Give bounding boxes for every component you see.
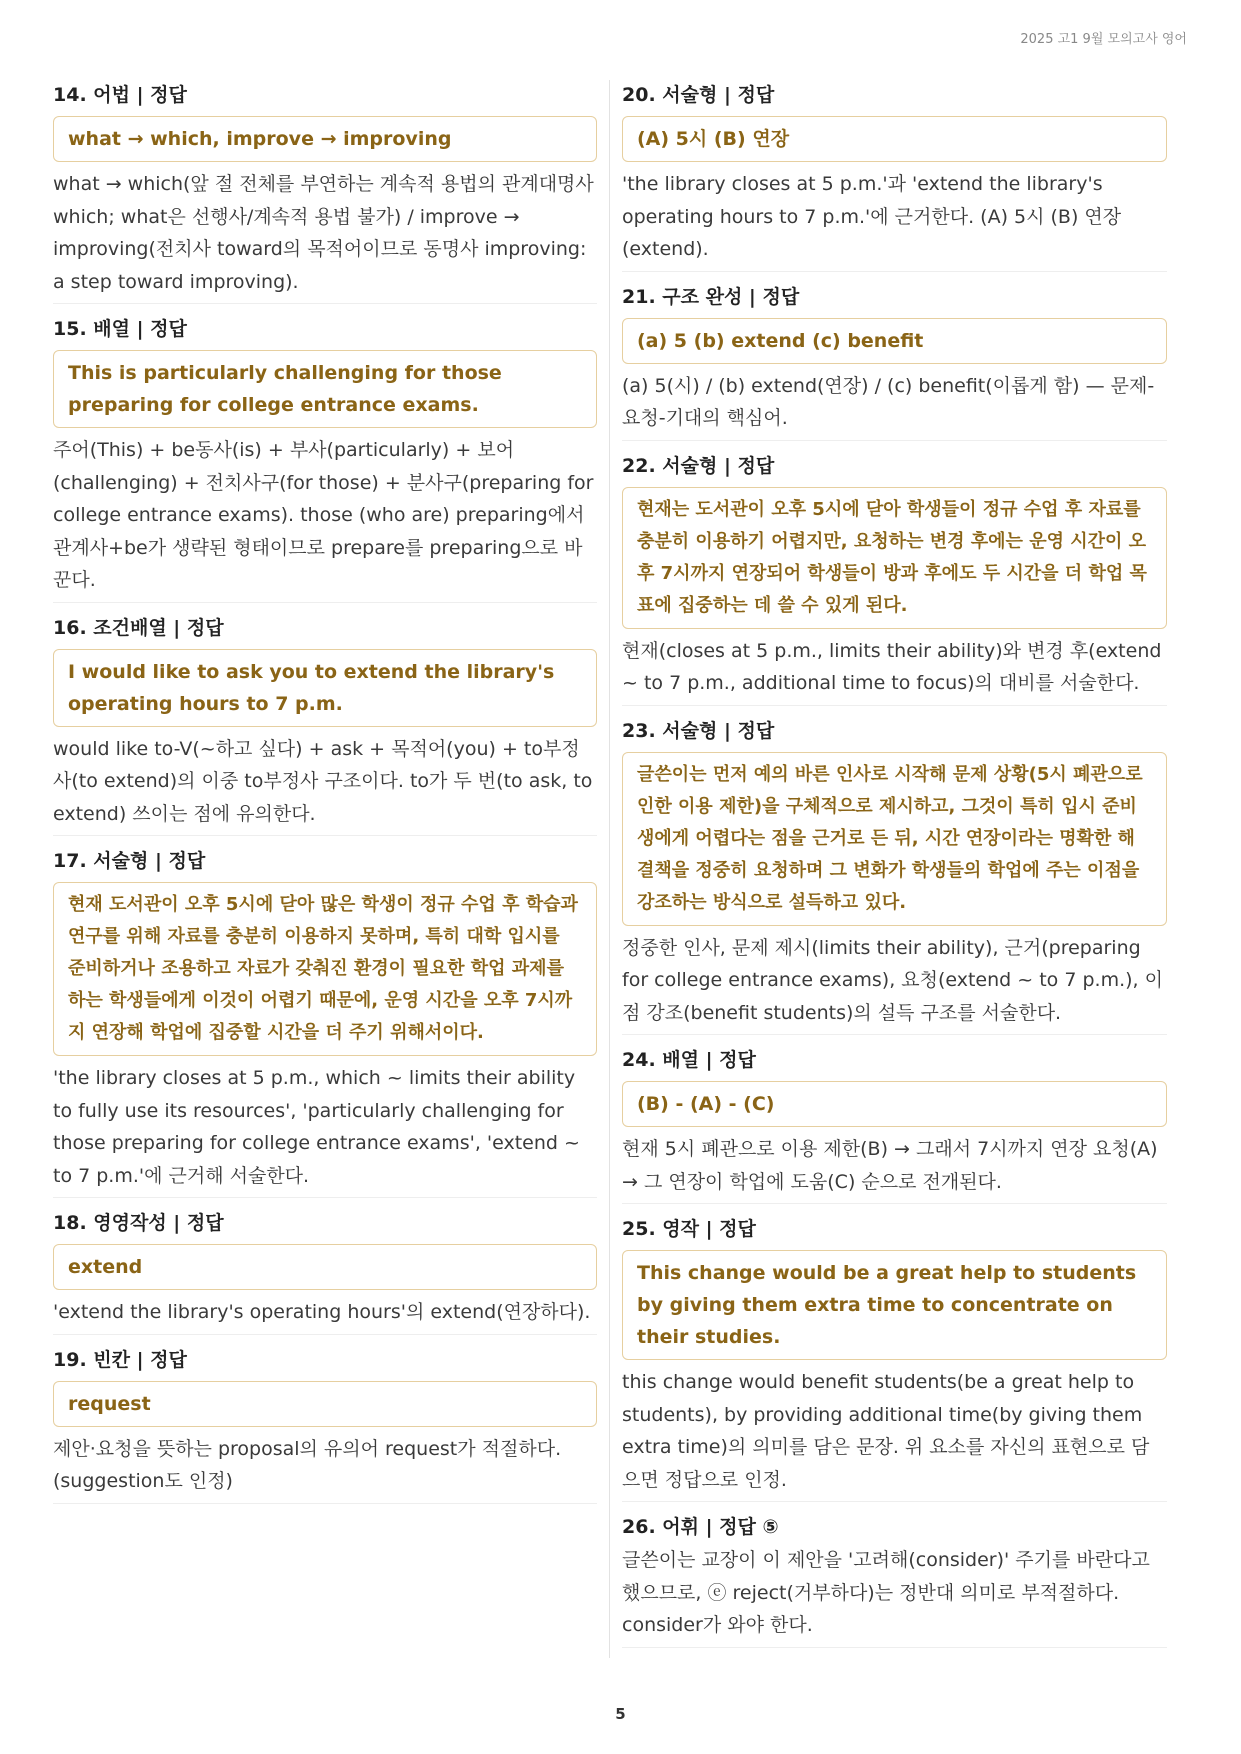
question-title: 15. 배열 | 정답 (53, 318, 187, 340)
question-17 (53, 846, 597, 1198)
explanation-text: this change would benefit students(be a great help to students), by providing additional time(by giving them extra time)의 의미를 담은 문장. 위 요소를 자신의 표현으로 담으면 정답으로 인정. (622, 1371, 1150, 1491)
explanation-text: (a) 5(시) / (b) extend(연장) / (c) benefit(이롭게 함) — 문제-요청-기대의 핵심어. (622, 374, 1155, 429)
explanation-text: 'the library closes at 5 p.m., which ~ limits their ability to fully use its resources', 'particularly challenging for those preparing for college entrance exams', 'extend ~ to 7 p.m.'에 근거해 서술한다. (53, 1067, 580, 1187)
explanation-text: 'the library closes at 5 p.m.'과 'extend the library's operating hours to 7 p.m.'에 근거한다. (A) 5시 (B) 연장(extend). (622, 173, 1122, 260)
answer-box: 글쓴이는 먼저 예의 바른 인사로 시작해 문제 상황(5시 폐관으로 인한 이용 제한)을 구체적으로 제시하고, 그것이 특히 입시 준비생에게 어렵다는 점을 근거로 든 뒤, 시간 연장이라는 명확한 해결책을 정중히 요청하며 그 변화가 학생들의 학업에 주는 이점을 강조하는 방식으로 설득하고 있다. (622, 752, 1167, 926)
question-14 (53, 80, 597, 304)
question-title: 23. 서술형 | 정답 (622, 719, 775, 742)
explanation-text: would like to-V(~하고 싶다) + ask + 목적어(you) + to부정사(to extend)의 이중 to부정사 구조이다. to가 두 번(to ask, to extend) 쓰이는 점에 유의한다. (53, 737, 593, 825)
answer-box: extend (53, 1244, 597, 1290)
question-title: 22. 서술형 | 정답 (622, 454, 775, 477)
question-24 (622, 1045, 1167, 1204)
question-22 (622, 451, 1167, 706)
answer-box: request (53, 1381, 597, 1427)
explanation-text: 주어(This) + be동사(is) + 부사(particularly) + 보어(challenging) + 전치사구(for those) + 분사구(preparing for college entrance exams). those (who are) preparing에서 관계사+be가 생략된 형태이므로 prepare를 preparing으로 바꾼다. (53, 439, 594, 591)
answer-box: 현재 도서관이 오후 5시에 닫아 많은 학생이 정규 수업 후 학습과 연구를 위해 자료를 충분히 이용하지 못하며, 특히 대학 입시를 준비하거나 조용하고 자료가 갖춰진 환경이 필요한 학업 과제를 하는 학생들에게 이것이 어렵기 때문에, 운영 시간을 오후 7시까지 연장해 학업에 집중할 시간을 더 주기 위해서이다. (53, 882, 597, 1056)
answer-box: 현재는 도서관이 오후 5시에 닫아 학생들이 정규 수업 후 자료를 충분히 이용하기 어렵지만, 요청하는 변경 후에는 운영 시간이 오후 7시까지 연장되어 학생들이 방과 후에도 두 시간을 더 학업 목표에 집중하는 데 쓸 수 있게 된다. (622, 487, 1167, 629)
explanation-text: 정중한 인사, 문제 제시(limits their ability), 근거(preparing for college entrance exams), 요청(extend ~ to 7 p.m.), 이점 강조(benefit students)의 설득 구조를 서술한다. (622, 936, 1163, 1024)
explanation-text: 'extend the library's operating hours'의 extend(연장하다). (53, 1301, 591, 1323)
page-header: 2025 고1 9월 모의고사 영어 (1020, 32, 1187, 47)
answer-box: (a) 5 (b) extend (c) benefit (622, 318, 1167, 364)
question-title: 19. 빈칸 | 정답 (53, 1348, 187, 1371)
explanation-text: 현재(closes at 5 p.m., limits their ability)와 변경 후(extend ~ to 7 p.m., additional time to focus)의 대비를 서술한다. (622, 639, 1162, 694)
explanation-text: what → which(앞 절 전체를 부연하는 계속적 용법의 관계대명사 which; what은 선행사/계속적 용법 불가) / improve → improving(전치사 toward의 목적어이므로 동명사 improving: a step toward improving). (53, 173, 594, 293)
answer-box: what → which, improve → improving (53, 116, 597, 162)
explanation-text: 글쓴이는 교장이 이 제안을 '고려해(consider)' 주기를 바란다고 했으므로, ⓔ reject(거부하다)는 정반대 의미로 부적절하다. consider가 와야 한다. (622, 1549, 1150, 1636)
answer-box: (A) 5시 (B) 연장 (622, 116, 1167, 162)
question-title: 21. 구조 완성 | 정답 (622, 285, 800, 308)
answer-box: This change would be a great help to students by giving them extra time to concentrate on their studies. (622, 1250, 1167, 1360)
question-title: 17. 서술형 | 정답 (53, 850, 206, 872)
answer-box: (B) - (A) - (C) (622, 1081, 1167, 1127)
explanation-text: 현재 5시 폐관으로 이용 제한(B) → 그래서 7시까지 연장 요청(A) → 그 연장이 학업에 도움(C) 순으로 전개된다. (622, 1138, 1158, 1193)
question-title: 24. 배열 | 정답 (622, 1049, 756, 1071)
question-20 (622, 80, 1167, 272)
question-18 (53, 1208, 597, 1335)
question-26 (622, 1512, 1167, 1648)
answer-box: I would like to ask you to extend the library's operating hours to 7 p.m. (53, 649, 597, 727)
question-15 (53, 314, 597, 603)
left-column (53, 80, 610, 1658)
explanation-text: 제안·요청을 뜻하는 proposal의 유의어 request가 적절하다. (suggestion도 인정) (53, 1437, 562, 1492)
question-title: 18. 영영작성 | 정답 (53, 1212, 224, 1234)
question-title: 14. 어법 | 정답 (53, 84, 187, 106)
question-23 (622, 716, 1167, 1036)
question-21 (622, 282, 1167, 441)
question-title: 20. 서술형 | 정답 (622, 84, 775, 106)
answer-box: This is particularly challenging for those preparing for college entrance exams. (53, 350, 597, 428)
question-title: 26. 어휘 | 정답 ⑤ (622, 1516, 779, 1538)
answer-columns (53, 80, 1189, 1658)
right-column (610, 80, 1167, 1658)
question-25 (622, 1214, 1167, 1502)
question-title: 25. 영작 | 정답 (622, 1218, 756, 1240)
page-number: 5 (615, 1705, 626, 1723)
question-19 (53, 1345, 597, 1504)
question-16 (53, 613, 597, 837)
question-title: 16. 조건배열 | 정답 (53, 616, 224, 639)
